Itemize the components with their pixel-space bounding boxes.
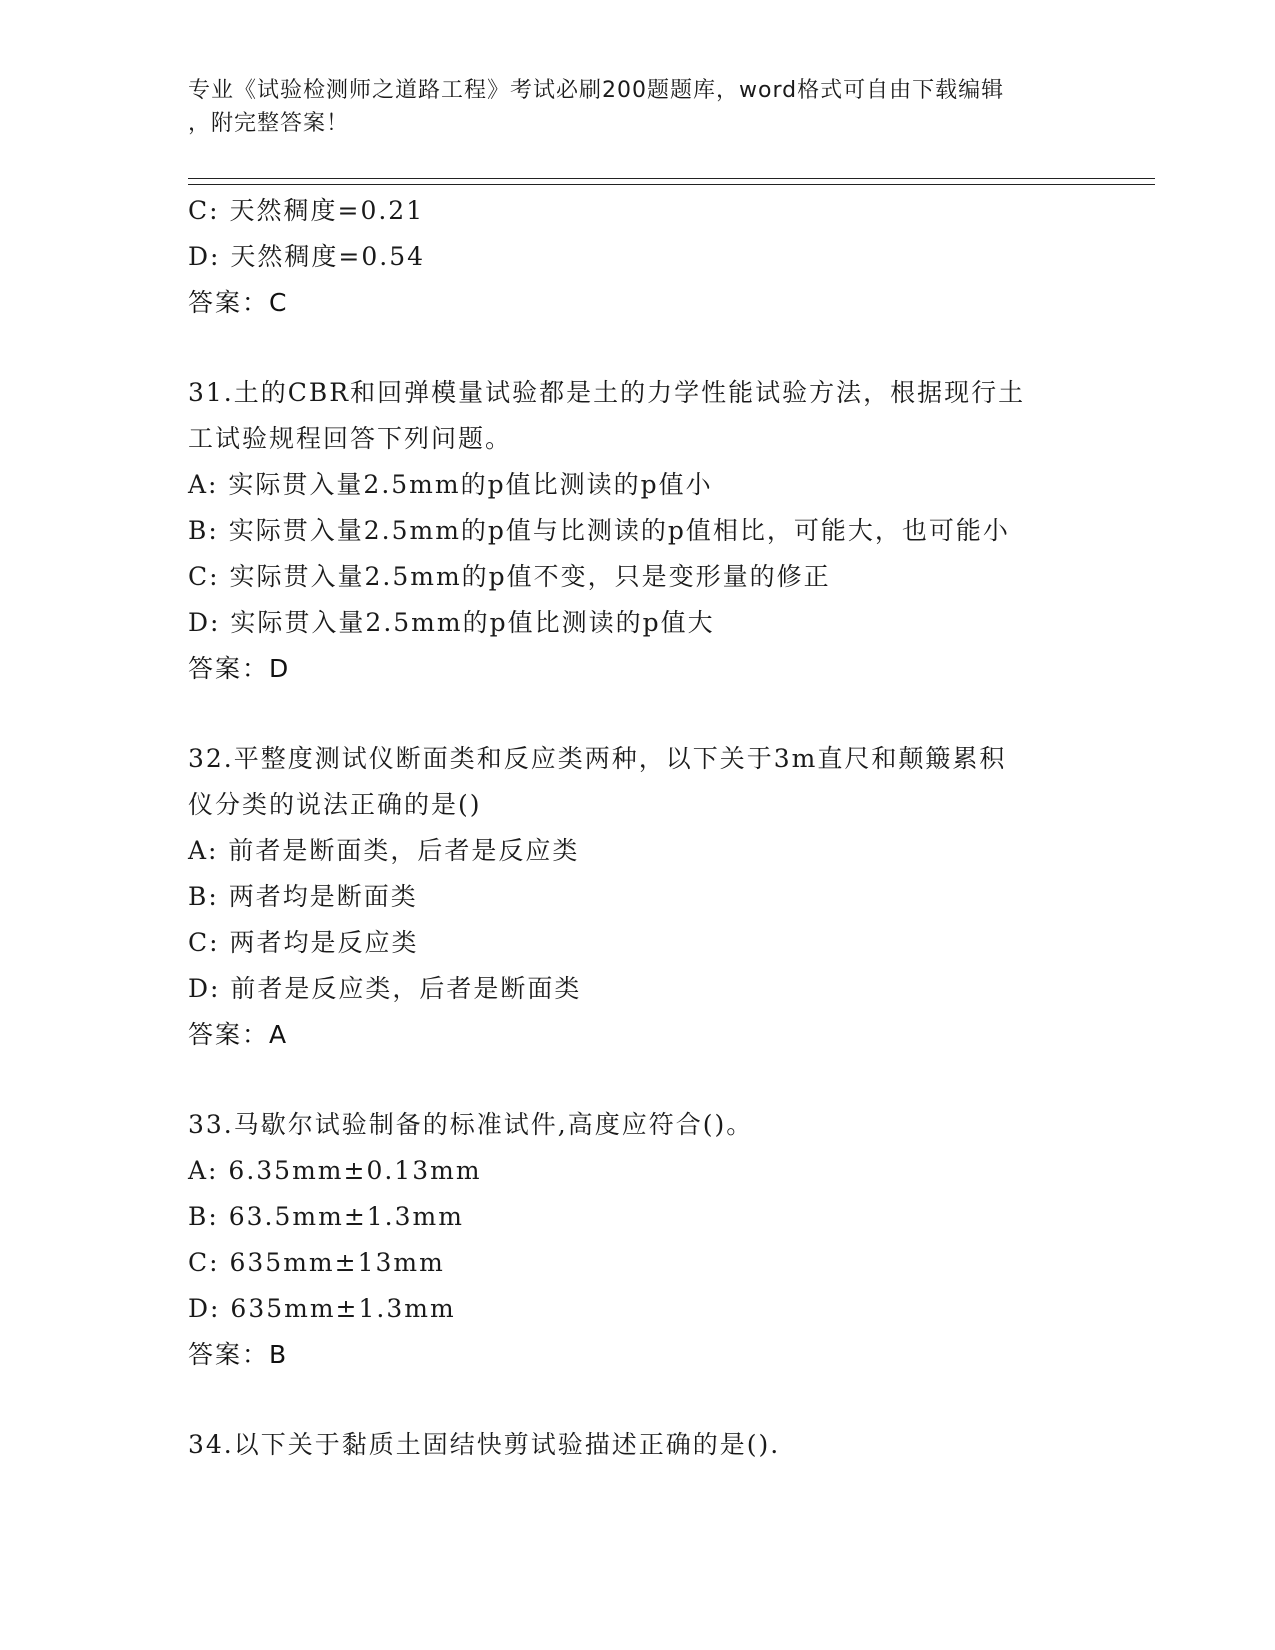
option-b: B: 两者均是断面类 <box>188 882 418 911</box>
question-title-line: 33.马歇尔试验制备的标准试件,高度应符合()。 <box>188 1110 754 1139</box>
answer-line: 答案：D <box>188 654 291 683</box>
question-title-line: 31.土的CBR和回弹模量试验都是土的力学性能试验方法，根据现行土 <box>188 378 1026 407</box>
option-d: D: 635mm±1.3mm <box>188 1294 456 1323</box>
option-c: C: 635mm±13mm <box>188 1248 445 1277</box>
question-title-line: 32.平整度测试仪断面类和反应类两种，以下关于3m直尺和颠簸累积 <box>188 744 1007 773</box>
question-34 <box>188 1422 1088 1468</box>
question-31 <box>188 370 1088 692</box>
question-32 <box>188 736 1088 1058</box>
spacer <box>188 1058 1088 1102</box>
question-30-continued <box>188 188 1088 326</box>
option-c: C: 天然稠度=0.21 <box>188 196 425 225</box>
spacer <box>188 326 1088 370</box>
option-b: B: 实际贯入量2.5mm的p值与比测读的p值相比，可能大，也可能小 <box>188 516 1010 545</box>
document-header <box>188 74 1068 140</box>
option-d: D: 天然稠度=0.54 <box>188 242 426 271</box>
option-a: A: 6.35mm±0.13mm <box>188 1156 482 1185</box>
option-c: C: 两者均是反应类 <box>188 928 419 957</box>
header-title-line-2: ，附完整答案！ <box>188 111 350 136</box>
question-title-line: 34.以下关于黏质土固结快剪试验描述正确的是(). <box>188 1430 781 1459</box>
option-c: C: 实际贯入量2.5mm的p值不变，只是变形量的修正 <box>188 562 831 591</box>
answer-line: 答案：B <box>188 1340 289 1369</box>
option-b: B: 63.5mm±1.3mm <box>188 1202 464 1231</box>
option-d: D: 前者是反应类，后者是断面类 <box>188 974 582 1003</box>
spacer <box>188 1378 1088 1422</box>
answer-line: 答案：C <box>188 288 289 317</box>
option-a: A: 前者是断面类，后者是反应类 <box>188 836 580 865</box>
spacer <box>188 692 1088 736</box>
question-33 <box>188 1102 1088 1378</box>
option-a: A: 实际贯入量2.5mm的p值比测读的p值小 <box>188 470 713 499</box>
header-divider-top <box>188 178 1155 179</box>
question-list <box>188 188 1088 1468</box>
question-title-line: 工试验规程回答下列问题。 <box>188 424 513 453</box>
header-divider-bottom <box>188 184 1155 185</box>
option-d: D: 实际贯入量2.5mm的p值比测读的p值大 <box>188 608 715 637</box>
answer-line: 答案：A <box>188 1020 289 1049</box>
question-title-line: 仪分类的说法正确的是() <box>188 790 482 819</box>
header-title-line-1: 专业《试验检测师之道路工程》考试必刷200题题库，word格式可自由下载编辑 <box>188 78 1005 103</box>
